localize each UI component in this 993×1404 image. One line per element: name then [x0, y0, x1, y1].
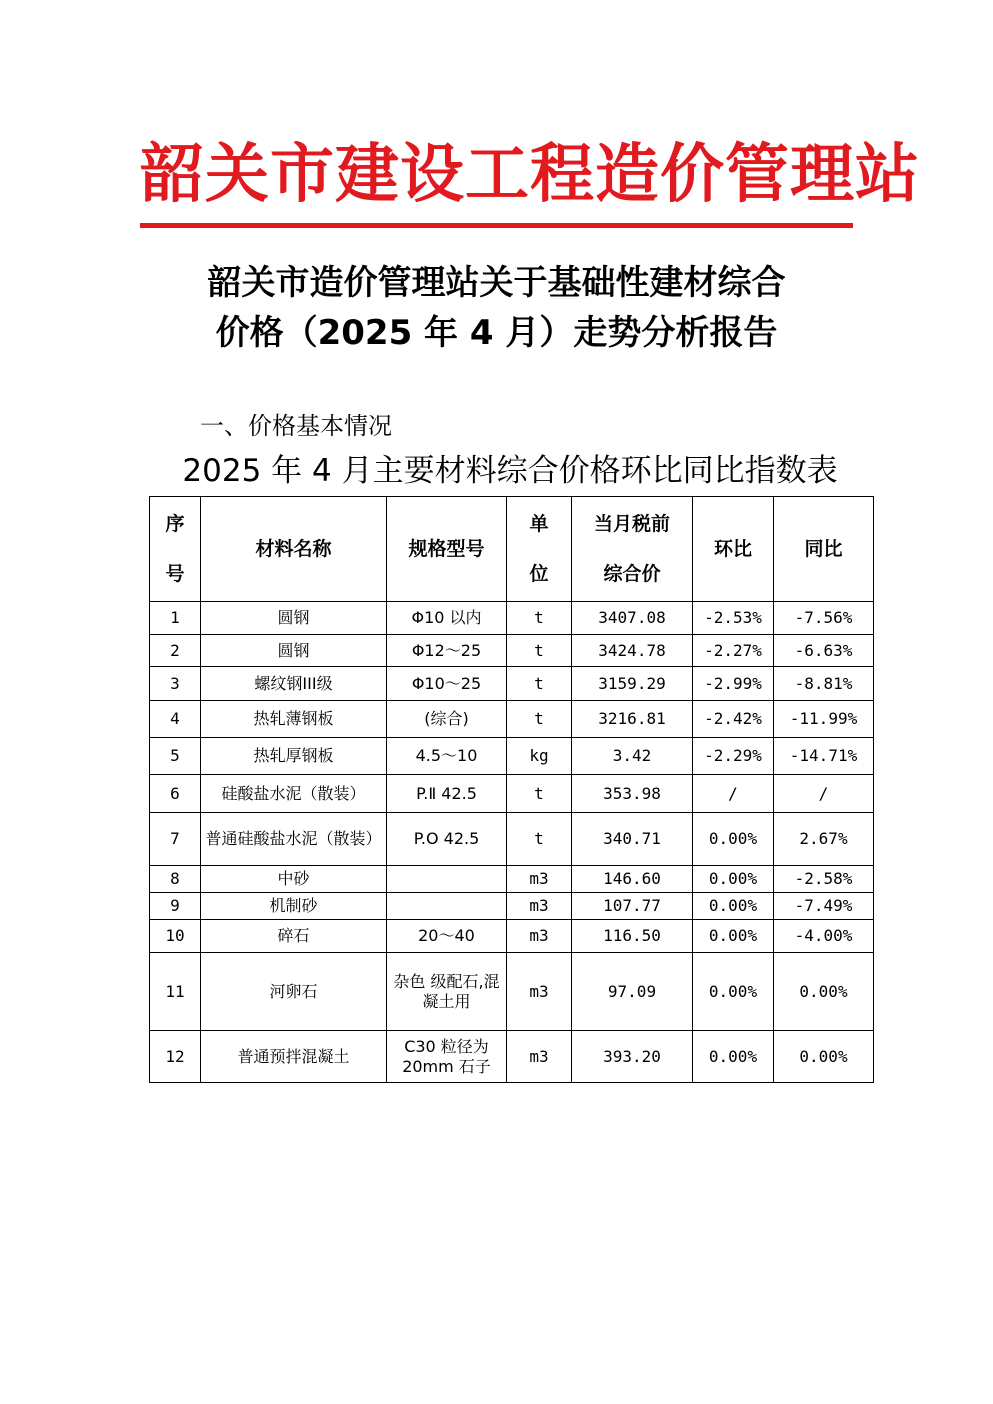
cell-price: 107.77 — [572, 893, 693, 920]
cell-unit: kg — [507, 738, 572, 775]
cell-spec: 20～40 — [387, 920, 507, 953]
cell-price: 3424.78 — [572, 635, 693, 667]
header-name: 材料名称 — [201, 497, 387, 602]
cell-mom: -2.99% — [693, 667, 774, 701]
table-row — [150, 813, 874, 866]
table-row — [150, 602, 874, 635]
cell-unit: t — [507, 813, 572, 866]
masthead: 韶关市建设工程造价管理站 — [140, 137, 920, 212]
cell-name: 热轧厚钢板 — [201, 738, 387, 775]
header-seq — [150, 497, 201, 602]
cell-unit: m3 — [507, 1031, 572, 1083]
cell-mom: 0.00% — [693, 813, 774, 866]
cell-mom: / — [693, 775, 774, 813]
cell-unit: t — [507, 602, 572, 635]
cell-name: 圆钢 — [201, 602, 387, 635]
cell-spec — [387, 866, 507, 893]
cell-name: 河卵石 — [201, 953, 387, 1031]
cell-price: 353.98 — [572, 775, 693, 813]
cell-price: 116.50 — [572, 920, 693, 953]
cell-yoy: -8.81% — [774, 667, 874, 701]
cell-name: 机制砂 — [201, 893, 387, 920]
cell-name: 硅酸盐水泥（散装） — [201, 775, 387, 813]
cell-name: 螺纹钢III级 — [201, 667, 387, 701]
cell-mom: 0.00% — [693, 893, 774, 920]
cell-spec: P.Ⅱ 42.5 — [387, 775, 507, 813]
table-row — [150, 920, 874, 953]
cell-spec: 4.5～10 — [387, 738, 507, 775]
cell-name: 中砂 — [201, 866, 387, 893]
cell-no: 2 — [150, 635, 201, 667]
header-seq-top: 序 — [165, 513, 185, 535]
cell-yoy: -7.49% — [774, 893, 874, 920]
cell-yoy: 0.00% — [774, 953, 874, 1031]
header-unit-top: 单 — [529, 513, 549, 535]
cell-spec: (综合) — [387, 701, 507, 738]
cell-price: 3407.08 — [572, 602, 693, 635]
cell-yoy: / — [774, 775, 874, 813]
table-row — [150, 635, 874, 667]
cell-name: 热轧薄钢板 — [201, 701, 387, 738]
table-row — [150, 866, 874, 893]
cell-spec: C30 粒径为20mm 石子 — [387, 1031, 507, 1083]
cell-price: 3159.29 — [572, 667, 693, 701]
cell-mom: 0.00% — [693, 1031, 774, 1083]
table-row — [150, 953, 874, 1031]
cell-no: 9 — [150, 893, 201, 920]
cell-no: 8 — [150, 866, 201, 893]
cell-mom: 0.00% — [693, 953, 774, 1031]
cell-spec: Φ12～25 — [387, 635, 507, 667]
document-title — [100, 258, 893, 358]
cell-unit: t — [507, 775, 572, 813]
cell-name: 圆钢 — [201, 635, 387, 667]
cell-mom: -2.29% — [693, 738, 774, 775]
cell-unit: m3 — [507, 866, 572, 893]
price-index-table — [149, 496, 874, 1083]
cell-price: 3.42 — [572, 738, 693, 775]
cell-spec: P.O 42.5 — [387, 813, 507, 866]
section-heading: 一、价格基本情况 — [200, 412, 392, 440]
header-unit-bottom: 位 — [529, 563, 549, 585]
cell-yoy: -4.00% — [774, 920, 874, 953]
cell-price: 97.09 — [572, 953, 693, 1031]
cell-no: 11 — [150, 953, 201, 1031]
cell-name: 普通硅酸盐水泥（散装） — [201, 813, 387, 866]
cell-no: 3 — [150, 667, 201, 701]
cell-no: 12 — [150, 1031, 201, 1083]
cell-mom: -2.53% — [693, 602, 774, 635]
cell-unit: m3 — [507, 893, 572, 920]
cell-name: 碎石 — [201, 920, 387, 953]
cell-mom: -2.42% — [693, 701, 774, 738]
header-price — [572, 497, 693, 602]
cell-yoy: -6.63% — [774, 635, 874, 667]
cell-mom: 0.00% — [693, 866, 774, 893]
cell-yoy: -14.71% — [774, 738, 874, 775]
cell-name: 普通预拌混凝土 — [201, 1031, 387, 1083]
table-row — [150, 738, 874, 775]
document-title-line-2: 价格（2025 年 4 月）走势分析报告 — [215, 313, 778, 353]
cell-no: 6 — [150, 775, 201, 813]
cell-spec: Φ10 以内 — [387, 602, 507, 635]
cell-price: 146.60 — [572, 866, 693, 893]
cell-mom: 0.00% — [693, 920, 774, 953]
masthead-divider — [140, 223, 853, 228]
cell-unit: m3 — [507, 953, 572, 1031]
document-title-line-1: 韶关市造价管理站关于基础性建材综合 — [207, 263, 786, 303]
cell-yoy: -11.99% — [774, 701, 874, 738]
cell-yoy: 2.67% — [774, 813, 874, 866]
cell-yoy: -7.56% — [774, 602, 874, 635]
cell-unit: t — [507, 667, 572, 701]
table-row — [150, 775, 874, 813]
cell-spec: 杂色 级配石,混凝土用 — [387, 953, 507, 1031]
header-price-top: 当月税前 — [593, 513, 670, 535]
cell-yoy: -2.58% — [774, 866, 874, 893]
cell-price: 340.71 — [572, 813, 693, 866]
cell-no: 5 — [150, 738, 201, 775]
table-row — [150, 667, 874, 701]
cell-unit: t — [507, 701, 572, 738]
cell-price: 393.20 — [572, 1031, 693, 1083]
header-unit — [507, 497, 572, 602]
cell-no: 4 — [150, 701, 201, 738]
cell-no: 7 — [150, 813, 201, 866]
cell-no: 10 — [150, 920, 201, 953]
cell-unit: m3 — [507, 920, 572, 953]
table-title: 2025 年 4 月主要材料综合价格环比同比指数表 — [182, 453, 838, 489]
table-row — [150, 893, 874, 920]
cell-spec — [387, 893, 507, 920]
cell-spec: Φ10～25 — [387, 667, 507, 701]
table-row — [150, 1031, 874, 1083]
cell-mom: -2.27% — [693, 635, 774, 667]
header-spec: 规格型号 — [387, 497, 507, 602]
cell-price: 3216.81 — [572, 701, 693, 738]
cell-yoy: 0.00% — [774, 1031, 874, 1083]
header-price-bottom: 综合价 — [603, 563, 661, 585]
cell-no: 1 — [150, 602, 201, 635]
cell-unit: t — [507, 635, 572, 667]
header-seq-bottom: 号 — [165, 563, 185, 585]
header-yoy: 同比 — [774, 497, 874, 602]
table-row — [150, 701, 874, 738]
header-mom: 环比 — [693, 497, 774, 602]
table-header-row — [150, 497, 874, 602]
